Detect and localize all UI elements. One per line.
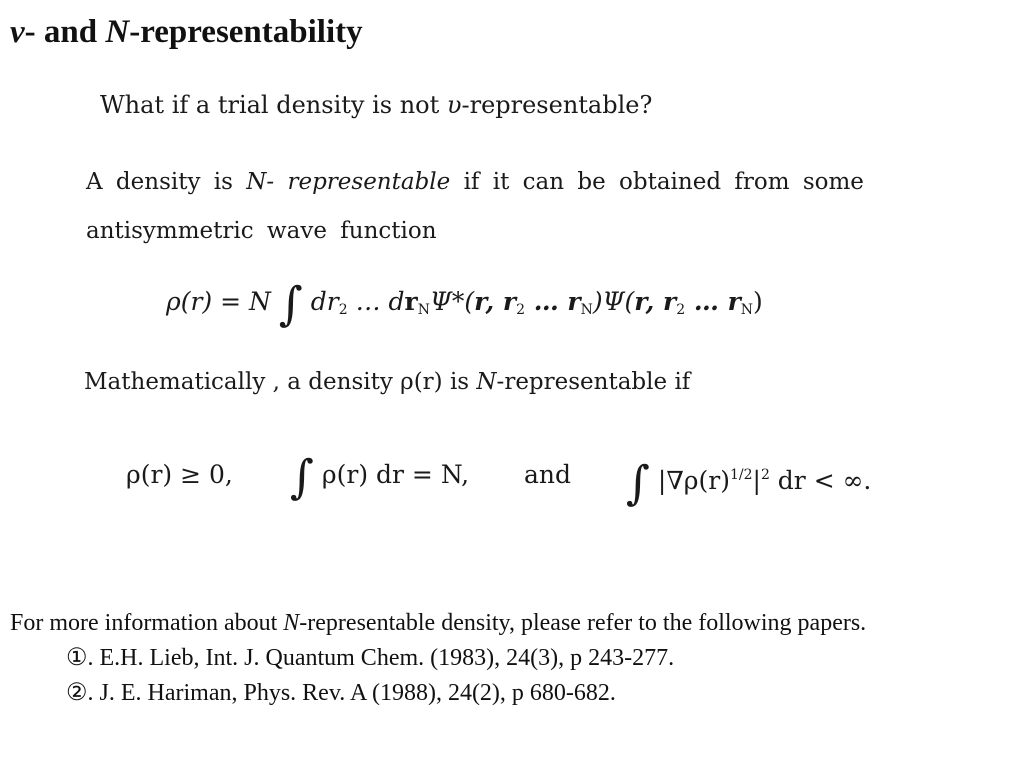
math-mid: is bbox=[442, 369, 477, 395]
gradient-mid: | bbox=[752, 466, 761, 495]
eq-sub-2c: 2 bbox=[676, 302, 686, 318]
math-post: -representable if bbox=[496, 369, 691, 395]
definition-post: if it can be obtained from some bbox=[450, 169, 864, 195]
math-statement bbox=[84, 366, 690, 398]
eq-dots-2: … r bbox=[525, 287, 581, 316]
integral-sign: ∫ bbox=[278, 276, 303, 331]
question-pre: What if a trial density is not bbox=[100, 91, 447, 119]
eq-rN: r bbox=[404, 287, 418, 316]
definition-term: N- representable bbox=[246, 169, 451, 195]
density-equation bbox=[166, 276, 763, 336]
gradient-pre: |∇ρ(r) bbox=[657, 466, 730, 495]
title-n: N bbox=[105, 14, 130, 50]
definition-line-2: antisymmetric wave function bbox=[86, 218, 437, 244]
condition-gradient bbox=[626, 445, 871, 511]
title-rest: -representability bbox=[129, 14, 363, 50]
eq-dots-1: … d bbox=[347, 287, 405, 316]
math-rho: ρ(r) bbox=[400, 369, 443, 395]
eq-n: N bbox=[249, 287, 271, 316]
eq-psi-star: Ψ*( bbox=[429, 287, 475, 316]
condition-normalization-text: ρ(r) dr = N, bbox=[321, 460, 470, 489]
question-v: υ bbox=[446, 91, 462, 119]
footer-references bbox=[10, 606, 1000, 711]
question-line bbox=[100, 88, 652, 122]
footer-n: N bbox=[283, 610, 300, 636]
eq-sub-n2: N bbox=[580, 302, 593, 318]
gradient-post: dr < ∞. bbox=[769, 466, 872, 495]
eq-sub-n: N bbox=[417, 302, 430, 318]
definition-pre: A density is bbox=[86, 169, 247, 195]
slide-title bbox=[10, 12, 363, 52]
reference-1: ①. E.H. Lieb, Int. J. Quantum Chem. (1983), 24(3), p 243-277. bbox=[66, 645, 675, 671]
gradient-sup-2: 2 bbox=[760, 467, 770, 483]
math-n: N bbox=[476, 369, 497, 395]
footer-pre: For more information about bbox=[10, 610, 284, 636]
condition-normalization bbox=[290, 445, 469, 505]
eq-body: dr bbox=[310, 287, 339, 316]
eq-sub-2: 2 bbox=[338, 302, 348, 318]
title-v: v bbox=[10, 14, 25, 50]
eq-lhs: ρ(r) = bbox=[166, 287, 249, 316]
gradient-sup: 1/2 bbox=[729, 467, 753, 483]
reference-2: ②. J. E. Hariman, Phys. Rev. A (1988), 24(2), p 680-682. bbox=[66, 680, 616, 706]
title-mid: - and bbox=[24, 14, 106, 50]
eq-sub-2b: 2 bbox=[516, 302, 526, 318]
eq-sub-n3: N bbox=[740, 302, 753, 318]
footer-intro bbox=[10, 606, 1000, 641]
integral-sign-3: ∫ bbox=[626, 455, 650, 510]
condition-and: and bbox=[524, 460, 572, 489]
eq-args-1: r, r bbox=[474, 287, 517, 316]
condition-nonnegative: ρ(r) ≥ 0, bbox=[126, 460, 233, 489]
eq-close: ) bbox=[753, 287, 763, 316]
question-post: -representable? bbox=[461, 91, 653, 119]
eq-dots-3: … r bbox=[685, 287, 741, 316]
definition-line-1 bbox=[86, 166, 864, 198]
eq-args-2: r, r bbox=[634, 287, 677, 316]
footer-post: -representable density, please refer to the following papers. bbox=[299, 610, 867, 636]
eq-close-psi: )Ψ( bbox=[592, 287, 635, 316]
integral-sign-2: ∫ bbox=[290, 449, 314, 504]
math-pre: Mathematically , a density bbox=[84, 369, 401, 395]
